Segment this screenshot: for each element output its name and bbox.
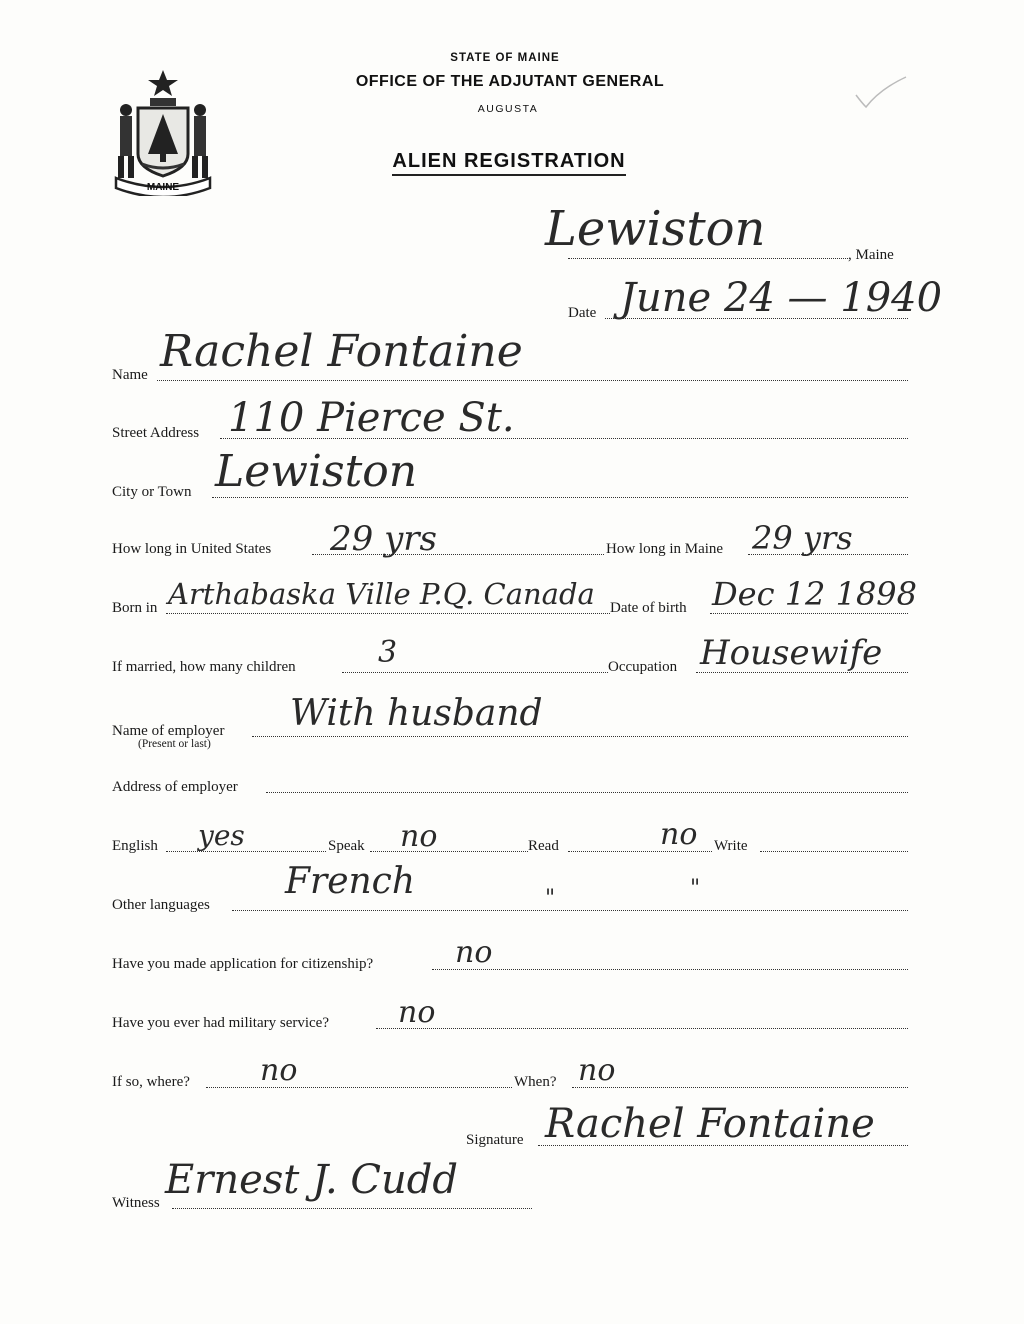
employer-address-line: [266, 792, 908, 793]
other-languages-label: Other languages: [112, 897, 210, 913]
english-label: English: [112, 838, 158, 854]
name-line: [157, 380, 908, 381]
header-city: AUGUSTA: [477, 103, 539, 115]
name-label: Name: [112, 367, 148, 383]
maine-label: , Maine: [848, 247, 894, 263]
citizenship-line: [432, 969, 908, 970]
citizenship-label: Have you made application for citizenship?: [112, 956, 374, 972]
when-line: [572, 1087, 908, 1088]
military-value: no: [398, 995, 436, 1030]
children-line: [342, 672, 608, 673]
date-of-birth-line: [710, 613, 908, 614]
other-languages-ditto: ": [545, 886, 556, 911]
date-of-birth-value: Dec 12 1898: [712, 575, 918, 613]
born-in-line: [166, 613, 610, 614]
when-label: When?: [514, 1074, 557, 1090]
military-label: Have you ever had military service?: [112, 1015, 329, 1031]
children-value: 3: [378, 635, 398, 670]
how-long-us-value: 29 yrs: [330, 519, 437, 559]
where-line: [206, 1087, 512, 1088]
svg-text:MAINE: MAINE: [146, 182, 180, 193]
signature-label: Signature: [466, 1132, 524, 1148]
town-value: Lewiston: [545, 201, 766, 257]
speak-line: [370, 851, 528, 852]
date-label: Date: [568, 305, 597, 321]
city-label: City or Town: [112, 484, 192, 500]
children-label: If married, how many children: [112, 659, 296, 675]
witness-line: [172, 1208, 532, 1209]
write-line: [760, 851, 908, 852]
name-value: Rachel Fontaine: [160, 326, 523, 377]
where-label: If so, where?: [112, 1074, 190, 1090]
employer-line: [252, 736, 908, 737]
read-value: no: [660, 817, 698, 852]
read-label: Read: [528, 838, 559, 854]
street-value: 110 Pierce St.: [228, 395, 515, 441]
city-value: Lewiston: [215, 446, 418, 497]
street-label: Street Address: [112, 425, 200, 441]
town-line: [568, 258, 848, 259]
how-long-maine-label: How long in Maine: [606, 541, 724, 557]
city-line: [212, 497, 908, 498]
witness-label: Witness: [112, 1195, 160, 1211]
date-value: June 24 — 1940: [620, 275, 943, 321]
citizenship-value: no: [455, 935, 493, 970]
header-state: STATE OF MAINE: [450, 52, 560, 64]
other-languages-value: French: [285, 861, 416, 902]
born-in-label: Born in: [112, 600, 158, 616]
header-office: OFFICE OF THE ADJUTANT GENERAL: [355, 73, 665, 90]
military-line: [376, 1028, 908, 1029]
english-value: yes: [198, 819, 245, 852]
when-value: no: [578, 1053, 616, 1088]
employer-note: (Present or last): [138, 738, 211, 750]
witness-value: Ernest J. Cudd: [165, 1157, 459, 1203]
employer-label: Name of employer: [112, 723, 225, 739]
form-title: ALIEN REGISTRATION: [0, 150, 1018, 173]
employer-value: With husband: [290, 693, 543, 734]
born-in-value: Arthabaska Ville P.Q. Canada: [168, 577, 595, 611]
speak-label: Speak: [328, 838, 365, 854]
other-languages-line: [232, 910, 908, 911]
occupation-value: Housewife: [700, 633, 883, 673]
employer-address-label: Address of employer: [112, 779, 238, 795]
occupation-label: Occupation: [608, 659, 678, 675]
english-line: [166, 851, 326, 852]
where-value: no: [260, 1053, 298, 1088]
how-long-us-label: How long in United States: [112, 541, 272, 557]
how-long-maine-value: 29 yrs: [752, 519, 853, 557]
write-label: Write: [714, 838, 748, 854]
date-of-birth-label: Date of birth: [610, 600, 687, 616]
signature-value: Rachel Fontaine: [545, 1101, 875, 1147]
write-ditto: ": [690, 876, 701, 901]
speak-value: no: [400, 819, 438, 854]
